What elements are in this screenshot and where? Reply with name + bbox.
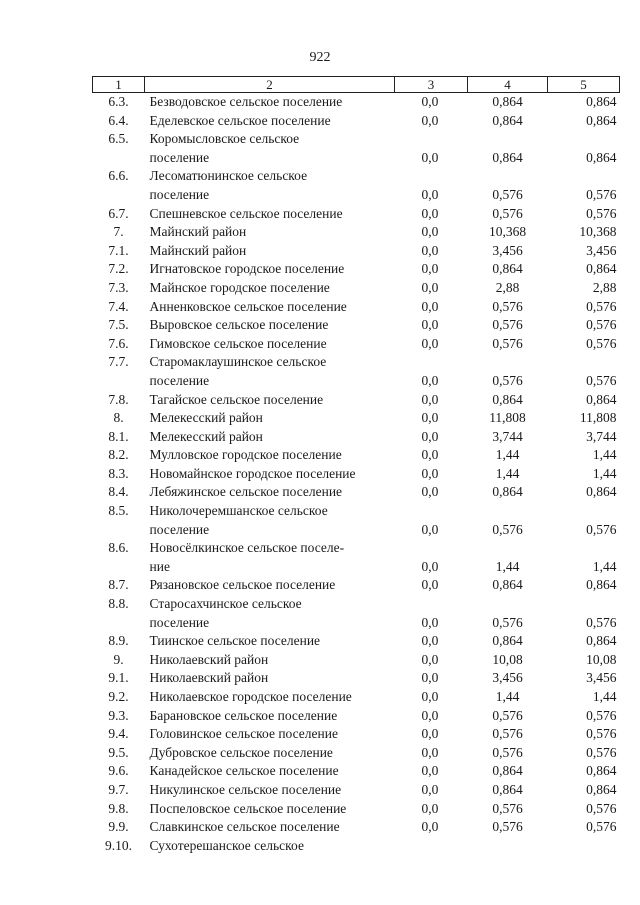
value-col4: 0,576	[492, 614, 523, 630]
value-col4: 1,44	[495, 558, 520, 574]
row-number: 9.4.	[108, 726, 129, 742]
settlement-name-line: Николаевский район	[149, 670, 269, 686]
value-col4: 0,576	[492, 819, 523, 835]
value-col3: 0,0	[421, 689, 439, 704]
value-col4: 0,864	[492, 391, 523, 407]
settlement-name	[145, 576, 395, 595]
table-row	[93, 818, 620, 837]
settlement-name-line: Тагайское сельское поселение	[149, 391, 324, 407]
value-col5: 2,88	[592, 279, 617, 295]
settlement-name-line: Игнатовское городское поселение	[149, 261, 345, 277]
row-number: 8.1.	[108, 428, 129, 444]
value-col5: 3,744	[586, 428, 617, 444]
table-row	[93, 279, 620, 298]
value-col5: 0,864	[586, 112, 617, 128]
value-col3: 0,0	[421, 763, 439, 779]
value-col3: 0,0	[421, 317, 439, 333]
settlement-name	[145, 632, 395, 651]
value-col3: 0,0	[421, 224, 439, 240]
value-col3: 0,0	[421, 781, 439, 797]
settlement-name	[145, 837, 395, 856]
settlement-name-line: Головинское сельское поселение	[149, 726, 338, 742]
value-col3	[395, 837, 468, 856]
row-number: 8.9.	[108, 633, 129, 649]
value-col5: 0,864	[586, 261, 617, 277]
table-row	[93, 725, 620, 744]
row-number: 6.3.	[108, 94, 129, 109]
value-col4: 0,864	[492, 484, 523, 500]
table-row	[93, 744, 620, 763]
value-col5: 1,44	[592, 689, 617, 704]
value-col4: 0,864	[492, 781, 523, 797]
value-col4: 0,576	[492, 726, 523, 742]
value-col4: 2,88	[495, 279, 520, 295]
table-row	[93, 223, 620, 242]
table-row	[93, 651, 620, 670]
value-col5: 1,44	[592, 447, 617, 463]
row-number: 7.	[113, 224, 124, 240]
value-col3: 0,0	[421, 707, 439, 723]
value-col4: 1,44	[495, 689, 520, 704]
value-col5: 11,808	[579, 410, 617, 426]
table-row	[93, 167, 620, 204]
settlement-name	[145, 409, 395, 428]
settlement-name	[145, 725, 395, 744]
settlement-name-line: Выровское сельское поселение	[149, 317, 329, 333]
value-col4: 0,864	[492, 94, 523, 109]
row-number: 7.8.	[108, 391, 129, 407]
value-col4: 10,368	[488, 224, 527, 240]
value-col4: 3,456	[492, 670, 523, 686]
row-number: 9.7.	[108, 781, 129, 797]
settlement-name-line: Николочеремшанское сельское	[149, 503, 328, 519]
row-number: 9.1.	[108, 670, 129, 686]
settlement-name-line: Николаевское городское поселение	[149, 689, 352, 704]
row-number: 9.8.	[108, 800, 129, 816]
table-row	[93, 112, 620, 131]
page-number: 922	[309, 50, 331, 65]
table-row	[93, 576, 620, 595]
value-col4: 0,864	[492, 763, 523, 779]
value-col3: 0,0	[421, 465, 439, 481]
settlement-name-line: Новомайнское городское поселение	[149, 465, 356, 481]
value-col3: 0,0	[421, 558, 439, 574]
row-number: 7.2.	[108, 261, 129, 277]
value-col5: 0,576	[586, 317, 617, 333]
row-number: 8.6.	[108, 540, 129, 556]
table-row	[93, 707, 620, 726]
table-row	[93, 483, 620, 502]
settlement-name	[145, 242, 395, 261]
table-row	[93, 595, 620, 632]
value-col5: 0,576	[586, 819, 617, 835]
value-col5: 3,456	[586, 242, 617, 258]
value-col4: 0,576	[492, 372, 523, 388]
table-body	[93, 93, 620, 856]
value-col4: 0,576	[492, 707, 523, 723]
row-number: 7.6.	[108, 335, 129, 351]
value-col5	[548, 837, 620, 856]
table-row	[93, 205, 620, 224]
value-col3: 0,0	[421, 521, 439, 537]
value-col5: 10,08	[586, 651, 617, 667]
row-number: 8.	[113, 410, 124, 426]
value-col4: 3,456	[492, 242, 523, 258]
settlement-name-line: Спешневское сельское поселение	[149, 205, 343, 221]
settlement-name-line: Анненковское сельское поселение	[149, 298, 347, 314]
value-col3: 0,0	[421, 94, 439, 109]
row-number: 8.5.	[108, 503, 129, 519]
value-col3: 0,0	[421, 800, 439, 816]
settlement-name-line: Мелекесский район	[149, 428, 263, 444]
settlement-name-line: Майнский район	[149, 224, 247, 240]
settlement-name-line: Майнский район	[149, 242, 247, 258]
settlement-name	[145, 762, 395, 781]
row-number: 9.6.	[108, 763, 129, 779]
settlement-name-line: Гимовское сельское поселение	[149, 335, 327, 351]
settlement-name-line: Лебяжинское сельское поселение	[149, 484, 343, 500]
value-col3: 0,0	[421, 726, 439, 742]
settlement-name-line: Майнское городское поселение	[149, 279, 330, 295]
table-row	[93, 837, 620, 856]
value-col4: 0,576	[492, 744, 523, 760]
settlement-name-line: Новосёлкинское сельское поселе-	[149, 540, 345, 556]
settlement-name	[145, 112, 395, 131]
table-row	[93, 298, 620, 317]
value-col3: 0,0	[421, 577, 439, 593]
settlement-name	[145, 483, 395, 502]
settlement-name	[145, 391, 395, 410]
settlement-name-line: Мулловское городское поселение	[149, 447, 342, 463]
value-col3: 0,0	[421, 651, 439, 667]
value-col5: 0,864	[586, 484, 617, 500]
value-col5: 0,864	[586, 94, 617, 109]
table-row	[93, 762, 620, 781]
value-col5: 0,864	[586, 577, 617, 593]
row-number: 9.9.	[108, 819, 129, 835]
value-col3: 0,0	[421, 819, 439, 835]
value-col4: 0,864	[492, 112, 523, 128]
settlement-name-line: Тиинское сельское поселение	[149, 633, 321, 649]
settlement-name	[145, 651, 395, 670]
value-col3: 0,0	[421, 149, 439, 165]
value-col5: 0,576	[586, 726, 617, 742]
value-col5: 0,864	[586, 149, 617, 165]
value-col5: 0,576	[586, 372, 617, 388]
row-number: 7.7.	[108, 354, 129, 370]
value-col4: 0,576	[492, 298, 523, 314]
value-col5: 0,576	[586, 521, 617, 537]
table-row	[93, 502, 620, 539]
value-col3: 0,0	[421, 670, 439, 686]
settlement-name-line: поселение	[149, 521, 210, 537]
settlement-name	[145, 130, 395, 167]
value-col3: 0,0	[421, 335, 439, 351]
value-col5: 10,368	[579, 224, 617, 240]
value-col5: 0,864	[586, 763, 617, 779]
settlement-name-line: Барановское сельское поселение	[149, 707, 338, 723]
value-col4: 0,576	[492, 186, 523, 202]
table-row	[93, 446, 620, 465]
settlement-name-line: Канадейское сельское поселение	[149, 763, 339, 779]
value-col3: 0,0	[421, 410, 439, 426]
settlement-name	[145, 744, 395, 763]
table-row	[93, 800, 620, 819]
settlement-name	[145, 688, 395, 707]
row-number: 9.3.	[108, 707, 129, 723]
table-row	[93, 242, 620, 261]
settlement-name-line: Еделевское сельское поселение	[149, 112, 331, 128]
value-col3: 0,0	[421, 242, 439, 258]
table-row	[93, 409, 620, 428]
row-number: 8.4.	[108, 484, 129, 500]
row-number: 7.4.	[108, 298, 129, 314]
value-col5: 0,576	[586, 800, 617, 816]
value-col4: 3,744	[492, 428, 523, 444]
row-number: 8.3.	[108, 465, 129, 481]
table-row	[93, 260, 620, 279]
settlement-name-line: Безводовское сельское поселение	[149, 94, 343, 109]
settlement-name-line: Старосахчинское сельское	[149, 596, 302, 612]
column-header: 5	[548, 77, 620, 93]
settlement-name	[145, 428, 395, 447]
value-col4: 0,576	[492, 317, 523, 333]
value-col3: 0,0	[421, 633, 439, 649]
settlement-name-line: Николаевский район	[149, 651, 269, 667]
row-number: 8.8.	[108, 596, 129, 612]
settlement-name	[145, 298, 395, 317]
table-row	[93, 669, 620, 688]
value-col3: 0,0	[421, 372, 439, 388]
row-number: 6.5.	[108, 131, 129, 147]
row-number: 6.6.	[108, 168, 129, 184]
value-col4: 0,576	[492, 205, 523, 221]
settlement-name	[145, 335, 395, 354]
row-number: 7.3.	[108, 279, 129, 295]
settlement-name	[145, 223, 395, 242]
value-col4: 0,864	[492, 633, 523, 649]
table-row	[93, 353, 620, 390]
settlement-name-line: Никулинское сельское поселение	[149, 781, 342, 797]
value-col3: 0,0	[421, 205, 439, 221]
value-col3: 0,0	[421, 447, 439, 463]
value-col3: 0,0	[421, 112, 439, 128]
settlement-name	[145, 707, 395, 726]
table-row	[93, 632, 620, 651]
table-row	[93, 391, 620, 410]
settlement-name	[145, 353, 395, 390]
table-header-row	[93, 77, 620, 93]
value-col5: 0,576	[586, 186, 617, 202]
settlement-name	[145, 800, 395, 819]
settlement-name	[145, 279, 395, 298]
settlement-name-line: Поспеловское сельское поселение	[149, 800, 347, 816]
value-col5: 0,576	[586, 298, 617, 314]
settlement-name	[145, 316, 395, 335]
value-col5: 1,44	[592, 465, 617, 481]
settlement-name-line: Коромысловское сельское	[149, 131, 300, 147]
value-col3: 0,0	[421, 428, 439, 444]
row-number: 7.1.	[108, 242, 129, 258]
settlement-name	[145, 595, 395, 632]
table-row	[93, 93, 620, 112]
table-row	[93, 688, 620, 707]
value-col4: 0,576	[492, 521, 523, 537]
value-col4: 0,864	[492, 261, 523, 277]
value-col3: 0,0	[421, 298, 439, 314]
settlement-name-line: Старомаклаушинское сельское	[149, 354, 327, 370]
settlement-name-line: Лесоматюнинское сельское	[149, 168, 308, 184]
row-number: 7.5.	[108, 317, 129, 333]
value-col3: 0,0	[421, 391, 439, 407]
value-col4: 1,44	[495, 447, 520, 463]
value-col3: 0,0	[421, 744, 439, 760]
table-row	[93, 335, 620, 354]
value-col4: 10,08	[492, 651, 523, 667]
value-col5: 3,456	[586, 670, 617, 686]
settlement-name-line: поселение	[149, 149, 210, 165]
value-col5: 1,44	[592, 558, 617, 574]
value-col4: 0,576	[492, 335, 523, 351]
settlement-name	[145, 502, 395, 539]
value-col3: 0,0	[421, 614, 439, 630]
allocation-table	[92, 76, 620, 855]
settlement-name-line: Рязановское сельское поселение	[149, 577, 336, 593]
value-col3: 0,0	[421, 186, 439, 202]
settlement-name	[145, 205, 395, 224]
value-col4: 11,808	[489, 410, 526, 426]
value-col3: 0,0	[421, 279, 439, 295]
settlement-name	[145, 167, 395, 204]
settlement-name	[145, 539, 395, 576]
value-col5: 0,576	[586, 335, 617, 351]
value-col5: 0,864	[586, 391, 617, 407]
settlement-name	[145, 465, 395, 484]
table-row	[93, 428, 620, 447]
value-col5: 0,576	[586, 205, 617, 221]
row-number: 9.	[113, 651, 124, 667]
settlement-name-line: Мелекесский район	[149, 410, 263, 426]
settlement-name	[145, 446, 395, 465]
table-row	[93, 539, 620, 576]
row-number: 9.2.	[108, 689, 129, 704]
column-header: 4	[468, 77, 548, 93]
column-header: 2	[145, 77, 395, 93]
table-row	[93, 316, 620, 335]
value-col4: 0,576	[492, 800, 523, 816]
settlement-name-line: поселение	[149, 372, 210, 388]
settlement-name-line: поселение	[149, 186, 210, 202]
settlement-name	[145, 93, 395, 112]
value-col4: 0,864	[492, 577, 523, 593]
settlement-name	[145, 818, 395, 837]
row-number: 6.7.	[108, 205, 129, 221]
row-number: 8.2.	[108, 447, 129, 463]
settlement-name-line: ние	[149, 558, 170, 574]
value-col5: 0,576	[586, 744, 617, 760]
row-number: 8.7.	[108, 577, 129, 593]
row-number: 9.10.	[105, 837, 132, 853]
settlement-name	[145, 669, 395, 688]
settlement-name-line: Сухотерешанское сельское	[149, 837, 304, 853]
settlement-name	[145, 781, 395, 800]
value-col3: 0,0	[421, 484, 439, 500]
table-row	[93, 130, 620, 167]
value-col5: 0,864	[586, 633, 617, 649]
value-col5: 0,576	[586, 707, 617, 723]
settlement-name-line: Дубровское сельское поселение	[149, 744, 333, 760]
table-row	[93, 465, 620, 484]
settlement-name-line: Славкинское сельское поселение	[149, 819, 340, 835]
column-header: 3	[395, 77, 468, 93]
table-row	[93, 781, 620, 800]
settlement-name-line: поселение	[149, 614, 210, 630]
value-col3: 0,0	[421, 261, 439, 277]
value-col5: 0,864	[586, 781, 617, 797]
row-number: 9.5.	[108, 744, 129, 760]
settlement-name	[145, 260, 395, 279]
value-col5: 0,576	[586, 614, 617, 630]
value-col4: 0,864	[492, 149, 523, 165]
value-col4	[468, 837, 548, 856]
value-col4: 1,44	[495, 465, 520, 481]
column-header: 1	[93, 77, 145, 93]
row-number: 6.4.	[108, 112, 129, 128]
